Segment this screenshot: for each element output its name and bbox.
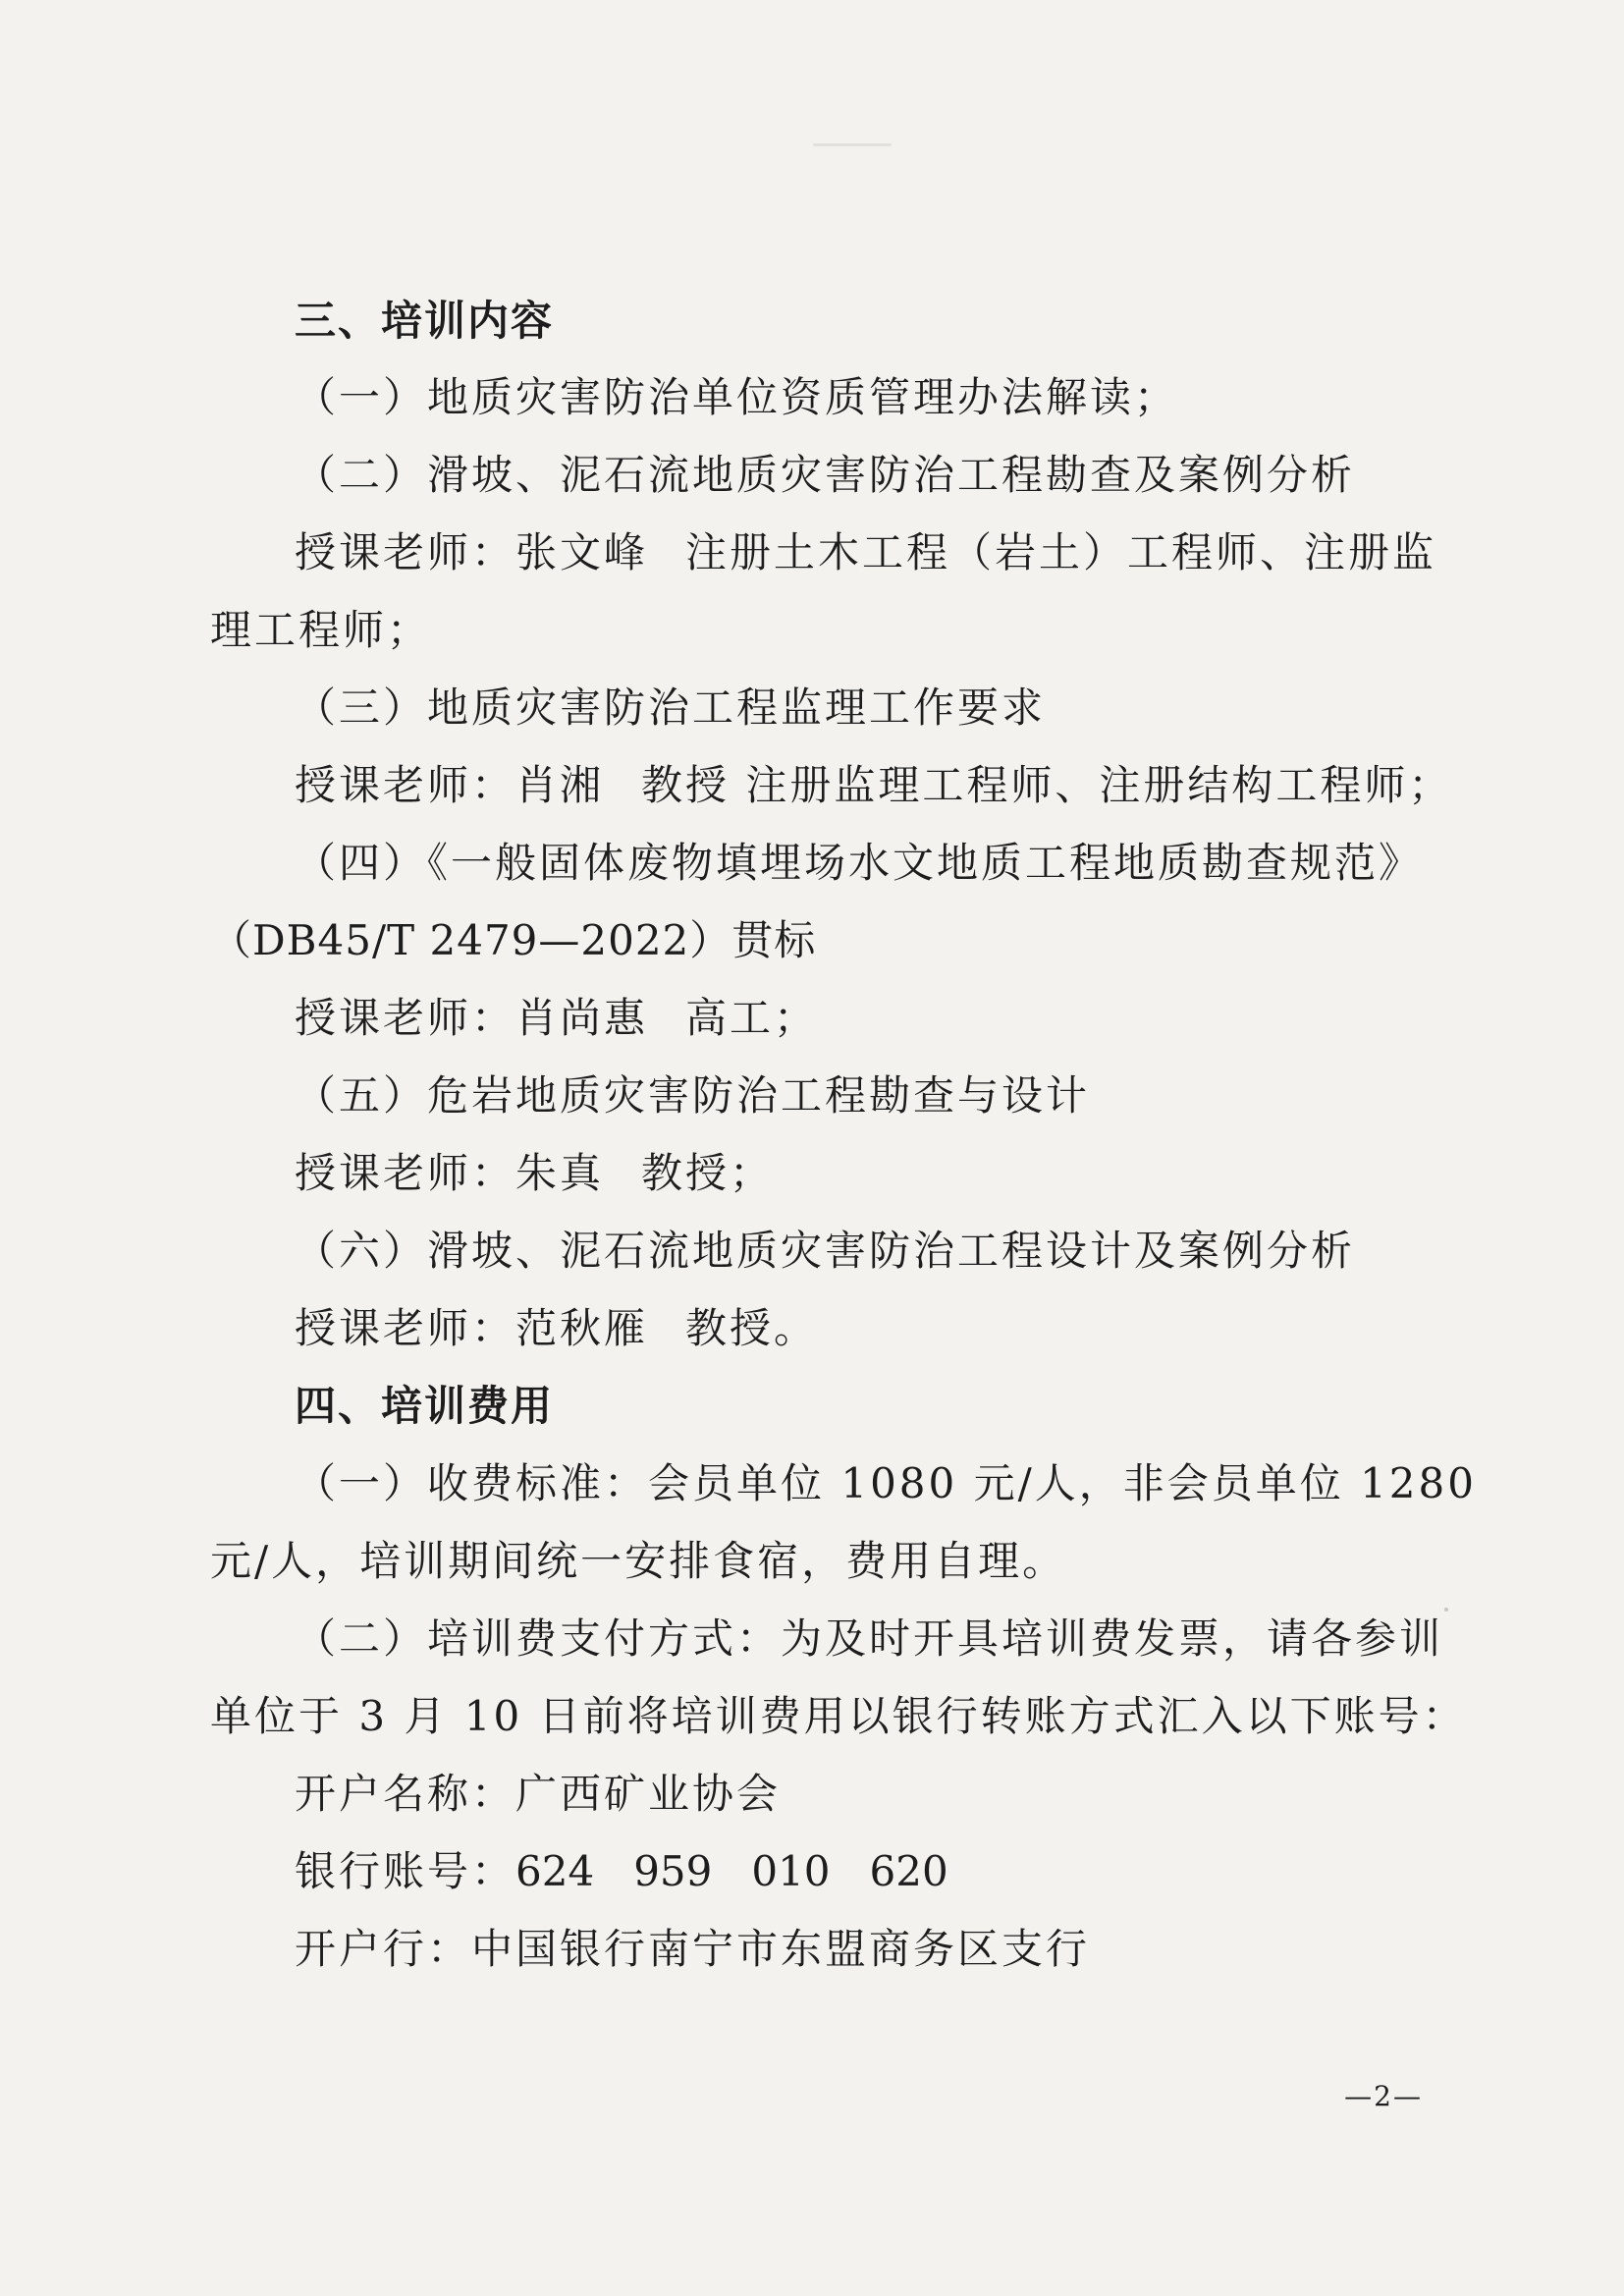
- teacher-label: 授课老师：范秋雁: [295, 1304, 649, 1352]
- account-number-part: 010: [751, 1847, 831, 1895]
- teacher-title: 教授 注册监理工程师、注册结构工程师；: [641, 761, 1453, 809]
- teacher-label: 授课老师：朱真: [295, 1149, 605, 1197]
- teacher-line-4: [295, 989, 818, 1048]
- account-number-label: 银行账号：: [295, 1847, 516, 1895]
- section-heading-training-fee: 四、培训费用: [295, 1382, 555, 1430]
- scan-dot: [1444, 1608, 1448, 1612]
- fee-standard-line-2: 元/人，培训期间统一安排食宿，费用自理。: [210, 1537, 1067, 1585]
- account-name: 开户名称：广西矿业协会: [295, 1770, 782, 1818]
- teacher-title: 教授。: [685, 1304, 819, 1352]
- content-item-6: （六）滑坡、泥石流地质灾害防治工程设计及案例分析: [295, 1227, 1356, 1275]
- content-item-1: （一）地质灾害防治单位资质管理办法解读；: [295, 373, 1179, 421]
- fee-standard-line-1: （一）收费标准：会员单位 1080 元/人，非会员单位 1280: [295, 1459, 1477, 1507]
- content-item-3: （三）地质灾害防治工程监理工作要求: [295, 683, 1047, 732]
- payment-method-line-2: 单位于 3 月 10 日前将培训费用以银行转账方式汇入以下账号：: [210, 1692, 1467, 1740]
- teacher-line-2-cont: 理工程师；: [210, 606, 432, 654]
- account-number: [515, 1847, 988, 1895]
- account-number-line: [295, 1842, 988, 1901]
- teacher-title: 高工；: [685, 994, 819, 1042]
- account-number-part: 620: [869, 1847, 948, 1895]
- teacher-label: 授课老师：肖尚惠: [295, 994, 649, 1042]
- teacher-label: 授课老师：张文峰: [295, 528, 649, 576]
- content-item-5: （五）危岩地质灾害防治工程勘查与设计: [295, 1071, 1091, 1120]
- teacher-line-2: [295, 523, 1436, 582]
- teacher-label: 授课老师：肖湘: [295, 761, 605, 809]
- bank-branch: 开户行：中国银行南宁市东盟商务区支行: [295, 1925, 1091, 1973]
- account-number-part: 959: [633, 1847, 713, 1895]
- payment-method-line-1: （二）培训费支付方式：为及时开具培训费发票，请各参训: [295, 1614, 1444, 1663]
- teacher-line-5: [295, 1144, 774, 1203]
- teacher-title: 教授；: [641, 1149, 775, 1197]
- content-item-4: （四）《一般固体废物填埋场水文地质工程地质勘查规范》: [295, 839, 1424, 887]
- teacher-title: 注册土木工程（岩土）工程师、注册监: [685, 528, 1437, 576]
- scan-mark: [813, 143, 892, 146]
- section-heading-training-content: 三、培训内容: [295, 297, 555, 345]
- teacher-line-3: [295, 756, 1452, 815]
- content-item-4-cont: （DB45/T 2479—2022）贯标: [210, 916, 817, 964]
- content-item-2: （二）滑坡、泥石流地质灾害防治工程勘查及案例分析: [295, 451, 1356, 499]
- page-number: —2—: [1344, 2080, 1423, 2112]
- account-number-part: 624: [515, 1847, 595, 1895]
- teacher-line-6: [295, 1299, 818, 1358]
